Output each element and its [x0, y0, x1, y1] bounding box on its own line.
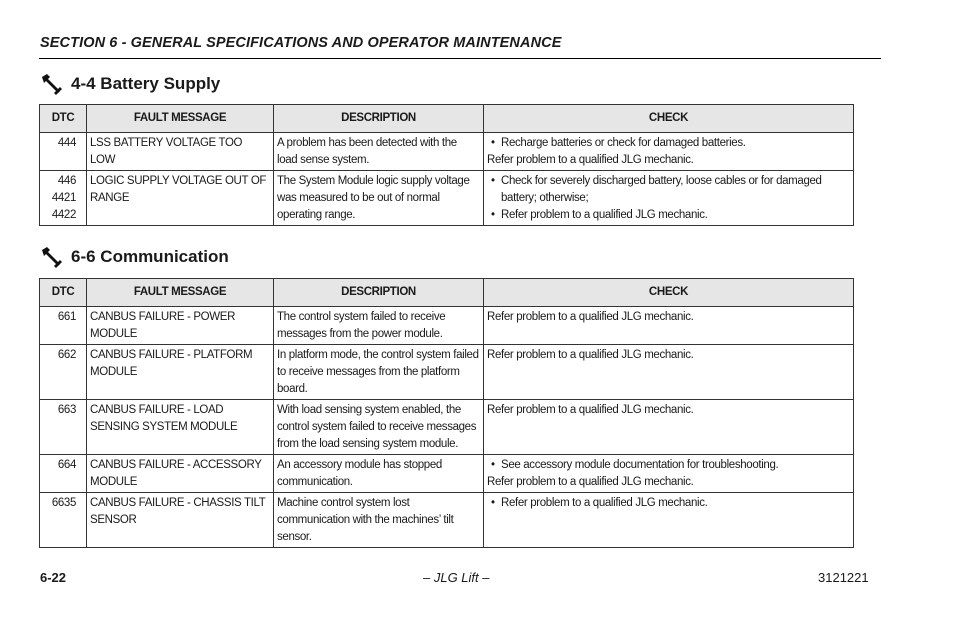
description-cell: The System Module logic supply voltage was measured to be out of normal operating range. [274, 171, 484, 226]
description-cell: A problem has been detected with the load sense system. [274, 133, 484, 171]
description-cell: The control system failed to receive messages from the power module. [274, 307, 484, 345]
section-title: SECTION 6 - GENERAL SPECIFICATIONS AND OPERATOR MAINTENANCE [40, 35, 562, 51]
check-cell [484, 400, 854, 455]
table-row [40, 307, 854, 345]
fault-message-cell: CANBUS FAILURE - POWER MODULE [87, 307, 274, 345]
fault-message-cell: CANBUS FAILURE - LOAD SENSING SYSTEM MODULE [87, 400, 274, 455]
column-header: DTC [40, 105, 87, 133]
dtc-cell: 446 4421 4422 [40, 171, 87, 226]
dtc-cell: 664 [40, 455, 87, 493]
table-body [40, 133, 854, 226]
fault-message-cell: LOGIC SUPPLY VOLTAGE OUT OF RANGE [87, 171, 274, 226]
column-header: CHECK [484, 105, 854, 133]
check-item: Refer problem to a qualified JLG mechanic. [487, 404, 694, 416]
fault-message-cell: CANBUS FAILURE - PLATFORM MODULE [87, 345, 274, 400]
table-row [40, 493, 854, 548]
column-header: DTC [40, 279, 87, 307]
header-rule [39, 58, 881, 59]
check-bullet-item: • Refer problem to a qualified JLG mechanic. [487, 207, 850, 224]
description-cell: Machine control system lost communication with the machines’ tilt sensor. [274, 493, 484, 548]
table-row [40, 133, 854, 171]
column-header: CHECK [484, 279, 854, 307]
document-number: 3121221 [818, 570, 869, 585]
check-cell [484, 133, 854, 171]
check-cell [484, 345, 854, 400]
description-cell: An accessory module has stopped communication. [274, 455, 484, 493]
dtc-cell: 662 [40, 345, 87, 400]
check-item: Refer problem to a qualified JLG mechanic. [487, 476, 694, 488]
column-header: DESCRIPTION [274, 279, 484, 307]
communication-fault-table [39, 278, 854, 548]
check-item: Refer problem to a qualified JLG mechanic. [487, 311, 694, 323]
check-bullet-item: • Check for severely discharged battery, loose cables or for damaged battery; otherwise; [487, 173, 850, 207]
column-header: DESCRIPTION [274, 105, 484, 133]
fault-message-cell: LSS BATTERY VOLTAGE TOO LOW [87, 133, 274, 171]
check-cell [484, 307, 854, 345]
page-number: 6-22 [40, 570, 67, 585]
wrench-hammer-icon [40, 73, 64, 95]
check-bullet-item: • Refer problem to a qualified JLG mechanic. [487, 495, 850, 512]
footer-publisher: – JLG Lift – [423, 570, 490, 585]
table-header-row [40, 105, 854, 133]
dtc-cell: 444 [40, 133, 87, 171]
heading-battery-supply [40, 73, 220, 95]
check-item: Refer problem to a qualified JLG mechanic. [487, 154, 694, 166]
table-header-row [40, 279, 854, 307]
check-item: Refer problem to a qualified JLG mechanic. [487, 349, 694, 361]
table-row [40, 345, 854, 400]
wrench-hammer-icon [40, 246, 64, 268]
table-row [40, 455, 854, 493]
heading-text: 6-6 Communication [71, 247, 229, 266]
fault-message-cell: CANBUS FAILURE - ACCESSORY MODULE [87, 455, 274, 493]
description-cell: In platform mode, the control system failed to receive messages from the platform board. [274, 345, 484, 400]
dtc-cell: 6635 [40, 493, 87, 548]
check-bullet-item: • See accessory module documentation for troubleshooting. [487, 457, 850, 474]
table-row [40, 171, 854, 226]
check-cell [484, 455, 854, 493]
dtc-cell: 661 [40, 307, 87, 345]
description-cell: With load sensing system enabled, the control system failed to receive messages from the load sensing system module. [274, 400, 484, 455]
battery-fault-table [39, 104, 854, 226]
heading-communication [40, 246, 229, 268]
dtc-cell: 663 [40, 400, 87, 455]
fault-message-cell: CANBUS FAILURE - CHASSIS TILT SENSOR [87, 493, 274, 548]
heading-text: 4-4 Battery Supply [71, 74, 221, 93]
check-bullet-item: • Recharge batteries or check for damaged batteries. [487, 135, 850, 152]
table-row [40, 400, 854, 455]
column-header: FAULT MESSAGE [87, 105, 274, 133]
table-body [40, 307, 854, 548]
column-header: FAULT MESSAGE [87, 279, 274, 307]
check-cell [484, 493, 854, 548]
check-cell [484, 171, 854, 226]
